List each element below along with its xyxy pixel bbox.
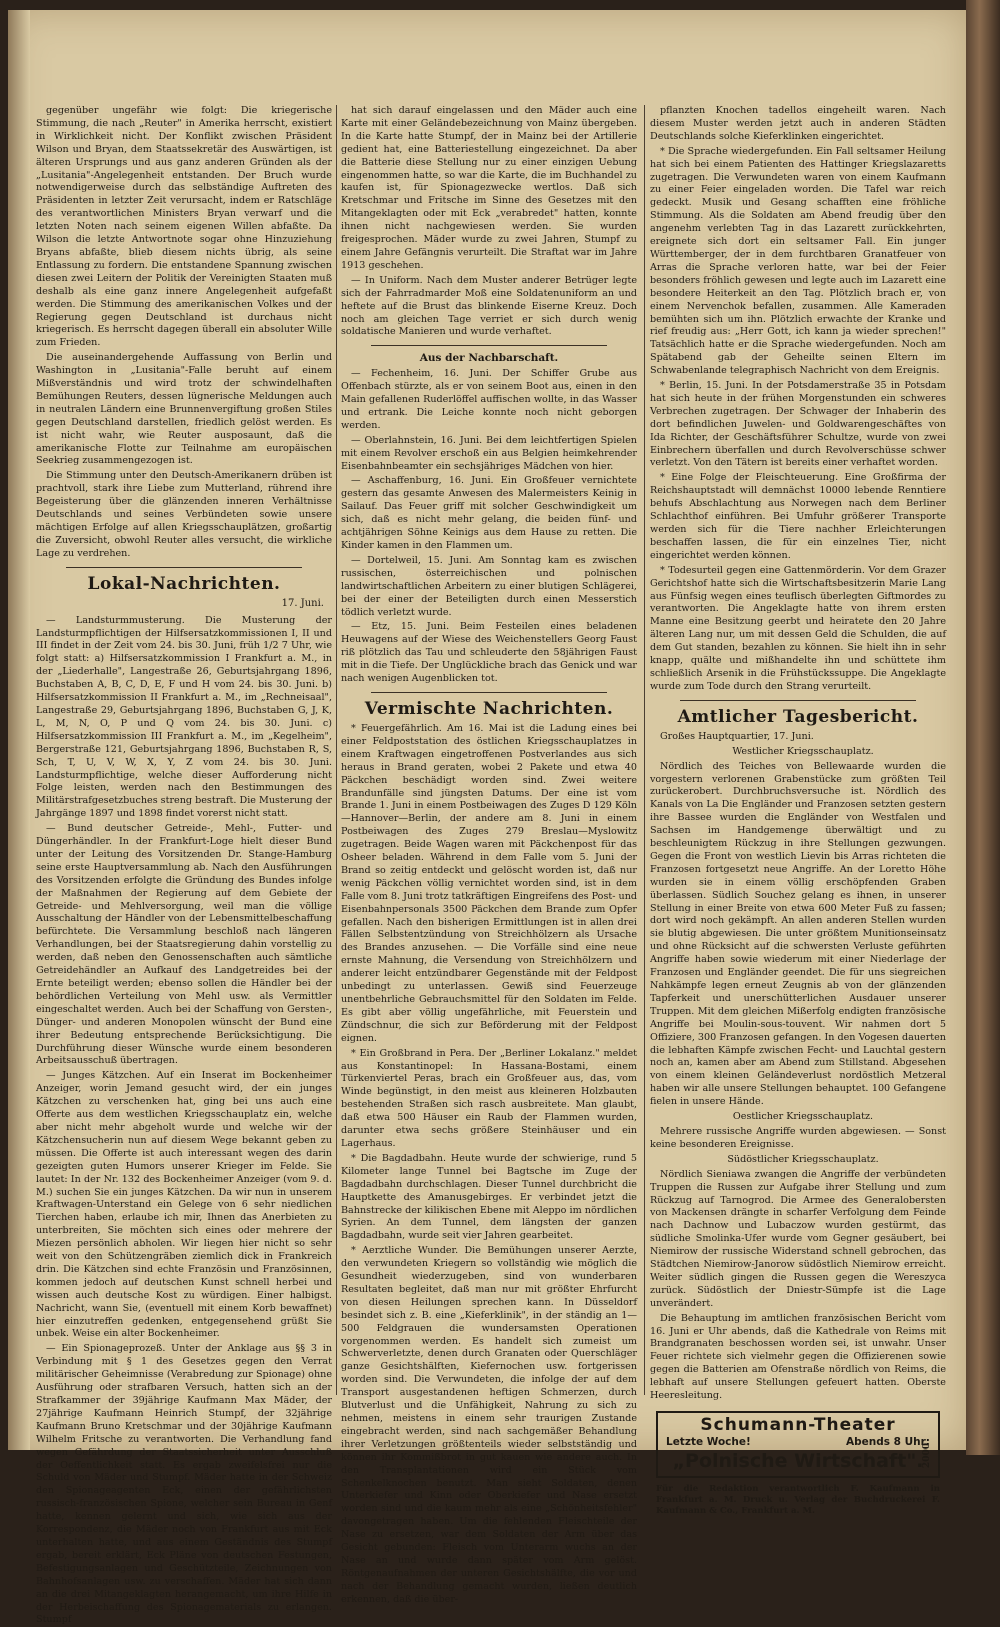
column-rule [336,105,337,1395]
news-item: * Berlin, 15. Juni. In der Potsdamerstraße 35 in Potsdam hat sich heute in der frühen Morgenstunden ein schweres Verbrechen zugetragen. Der Schwager der Inhaberin des dort befindlichen Juwelen- und Goldwarengeschäftes von Ida Richter, der Geschäftsführer Schultze, wurde von zwei Einbrechern überfallen und durch Revolverschüsse schwer verletzt. Von den Tätern ist bereits einer verhaftet worden. [650,380,946,469]
ad-right-text: Abends 8 Uhr: [846,1435,930,1448]
news-item: — Ein Spionageprozeß. Unter der Anklage aus §§ 3 in Verbindung mit § 1 des Gesetzes gegen den Verrat militärischer Geheimnisse (Verabredung zur Spionage) ohne Ausführung oder strafbaren Versuch, hatten sich an der Strafkammer der 39jährige Kaufmann Max Mäder, der 27jährige Kaufmann Heinrich Stumpf, der 32jährige Kaufmann Bruno Kretschmar und der 30jährige Kaufmann Wilhelm Fritsche zu verantworten. Die Verhandlung fand wegen Gefährdung der Staatssicherheit unter Ausschluß der Oeffentlichkeit statt. Es ergab zweifelsfrei nur die Schuld von Mäder und Stumpf. Mäder hatte in der Schweiz den Spionageagenten Eck, einen der gefährlichsten russisch-französischen Spione, welcher sein Bureau in Genf hatte, kennen gelernt und sich, wie sich aus der Korrespondenz, die Mäder noch von Frankfurt aus mit Eck unterhalten hatte, und aus einem Geständnis des Stumpf ergab, bereit erklärt, Eck Pläne von deutschen Festungen, Befestigungsanlagen und Geschützteile, Zeichnungen von Bahnhofsanlagen usw. zu verschaffen. Mäder hat sich dann an die drei Mitangeklagten herangemacht, um ihre Hilfe in der Herbeischaffung des Spionagematerials zu erlangen. Stumpf [36,1343,332,1626]
column-right [650,105,946,1516]
news-item: — Bund deutscher Getreide-, Mehl-, Futter- und Düngerhändler. In der Frankfurt-Loge hielt dieser Bund unter der Leitung des Vorsitzenden Dr. Stange-Hamburg seine erste Hauptversammlung ab. Nach den Ausführungen des Vorsitzenden erfolgte die Gründung des Bundes infolge der Maßnahmen der Regierung auf dem Gebiete der Getreide- und Mehlversorgung, weil man die völlige Ausschaltung der Händler von der Lebensmittelbeschaffung befürchtete. Die Versammlung beschloß nach längeren Verhandlungen, bei der Staatsregierung dahin vorstellig zu werden, daß neben den Genossenschaften auch sämtliche Getreidehändler an Aufkauf des Landgetreides bei der Ernte beteiligt werden; ebenso sollen die Händler bei der behördlichen Verteilung von Mehl usw. als Vermittler eingeschaltet werden. Auch bei der Schaffung von Gersten-, Dünger- und anderen Monopolen wünscht der Bund eine ihrer Bedeutung entsprechende Berücksichtigung. Die Durchführung dieser Wünsche wurde einem besonderen Arbeitsausschuß übertragen. [36,823,332,1067]
ad-number: 2000 [922,1442,933,1468]
ad-title: Schumann-Theater [700,1415,896,1435]
news-item: — Fechenheim, 16. Juni. Der Schiffer Grube aus Offenbach stürzte, als er von seinem Boot aus, einen in den Main gefallenen Ruderlöffel auffischen wollte, in das Wasser und ertrank. Die Leiche konnte noch nicht geborgen werden. [341,368,637,431]
news-item: * Die Bagdadbahn. Heute wurde der schwierige, rund 5 Kilometer lange Tunnel bei Bagtsche im Zuge der Bagdadbahn durchschlagen. Dieser Tunnel durchbricht die Hauptkette des Amanusgebirges. Er verbindet jetzt die Bahnstrecke der kilikischen Ebene mit Aleppo im nördlichen Syrien. An dem Tunnel, dem längsten der ganzen Bagdadbahn, wurde seit vier Jahren gearbeitet. [341,1152,637,1242]
divider [371,692,607,693]
section-date: 17. Juni. [281,597,324,609]
section-heading-tagesbericht: Amtlicher Tagesbericht. [677,706,919,727]
news-item: * Die Sprache wiedergefunden. Ein Fall seltsamer Heilung hat sich bei einem Patienten des Hattinger Kriegslazaretts zugetragen. Die Verwundeten waren von einem Kaufmann zu einer Feier eingeladen worden. Die Tafel war reich gedeckt. Musik und Gesang schafften eine fröhliche Stimmung. Als die Soldaten am Abend freudig über den angenehm verlebten Tag in das Lazarett zurückkehrten, ereignete sich dort ein seltsamer Fall. Ein junger Württemberger, der in dem furchtbaren Granatfeuer von Arras die Sprache verloren hatte, war bei der Feier besonders fröhlich gewesen und legte auch im Lazarett eine besondere Heiterkeit an den Tag. Plötzlich brach er, von einem Nervenchok befallen, zusammen. Alle Kameraden bemühten sich um ihn. Plötzlich erwachte der Kranke und rief freudig aus: „Herr Gott, ich kann ja wieder sprechen!" Tatsächlich hatte er die Sprache wiedergefunden. Noch am Spätabend gab der Geheilte seinen Eltern im Schwabenlande telegraphisch Nachricht von dem Ereignis. [650,145,946,377]
report-text: Nördlich Sieniawa zwangen die Angriffe der verbündeten Truppen die Russen zur Aufgabe ihrer Stellung und zum Rückzug auf Tarnogrod. Die Armee des Generalobersten von Mackensen drängte in scharfer Verfolgung dem Feinde nach Dachnow und Lubaczow wurden gestürmt, das südliche Smolinka-Ufer wurde vom Gegner gesäubert, bei Niemirow der russische Widerstand schnell gebrochen, das Städtchen Niemirow-Janorow südöstlich Niemirow erreicht. Weiter südlich gingen die Russen gegen die Wereszyca zurück. Südöstlich der Dniestr-Sümpfe ist die Lage unverändert. [650,1168,946,1309]
section-heading-vermischte: Vermischte Nachrichten. [364,698,614,719]
column-middle [341,105,638,1605]
news-item: — Aschaffenburg, 16. Juni. Ein Großfeuer vernichtete gestern das gesamte Anwesen des Malermeisters Keinig in Sailauf. Das Feuer griff mit solcher Geschwindigkeit um sich, daß es nicht mehr gelang, die beiden fünf- und achtjährigen Söhne Keinigs aus dem Hause zu retten. Die Kinder kamen in den Flammen um. [341,475,637,551]
news-item: — Oberlahnstein, 16. Juni. Bei dem leichtfertigen Spielen mit einem Revolver erschoß ein aus Belgien heimkehrender Eisenbahnbeamter ein sechsjähriges Mädchen von hier. [341,434,637,472]
column-rule [644,105,645,1395]
news-item: * Aerztliche Wunder. Die Bemühungen unserer Aerzte, den verwundeten Kriegern so vollständig wie möglich die Gesundheit wiederzugeben, sind von wunderbaren Resultaten begleitet, daß man nur mit größter Ehrfurcht von diesen Heilungen sprechen kann. In Düsseldorf besindet sich z. B. eine „Kieferklinik", in der ständig an 1—500 Feldgrauen die wundersamsten Operationen vorgenommen werden. Es handelt sich zumeist um Schwerverletzte, denen durch Granaten oder Querschläger ganze Gesichtshälften, Kiefernochen usw. fortgerissen worden sind. Die Verwundeten, die infolge der auf dem Transport ausgestandenen heftigen Schmerzen, durch Blutverlust und die Unfähigkeit, Nahrung zu sich zu nehmen, meistens in einem sehr traurigen Zustande eingebracht werden, sind nach sachgemäßer Behandlung ihrer Verletzungen größtenteils wieder selbstständig und können ihr Kommißbrot in gut kauen wie andere auch. In den Transplantationen wird ein Stück vom Schenkelknochen benutzt. Man sieht Soldaten, denen Unterkiefer und Kinn oder Oberkiefer und Nase ersetzt worden sind und die kaum mehr als eine „Schönheitsfehler" davongetragen haben. Um die fehlenden Fleischteile der Nase zu ersetzen, war dem Soldaten der Arm über das Gesicht gebunden: Fleisch vom Unterarm wuchs an der Nase an und wurde dann später vom Arm gelöst. Röntgenaufnahmen der unteren Gesichtshälfte, die vor und nach der Behandlung gemacht wurden, ließen deutlich erkennen, daß die über- [341,1245,637,1605]
article-paragraph: Die Stimmung unter den Deutsch-Amerikanern drüben ist prachtvoll, stark ihre Liebe zum Mutterland, rührend ihre Begeisterung über die glänzenden inneren Verhältnisse Deutschlands und seines Verbündeten sowie unsere mächtigen Erfolge auf allen Kriegsschauplätzen, großartig die Zuversicht, obwohl Reuter alles versucht, die wirkliche Lage zu verdrehen. [36,470,332,559]
divider [371,345,607,346]
report-text: Die Behauptung im amtlichen französischen Bericht vom 16. Juni er Uhr abends, daß die Kathedrale von Reims mit Brandgranaten beschossen worden sei, ist unwahr. Unser Feuer richtete sich vielmehr gegen die Offizierenen sowie gegen die Batterien am Ofenstraße nördlich von Reims, die lebhaft auf unsere Stellungen gefeuert hatten. Oberste Heeresleitung. [650,1312,946,1402]
report-front-southeast: Südöstlicher Kriegsschauplatz. [727,1153,879,1165]
report-text: Mehrere russische Angriffe wurden abgewiesen. — Sonst keine besonderen Ereignisse. [650,1125,946,1150]
article-intro: gegenüber ungefähr wie folgt: Die kriegerische Stimmung, die nach „Reuter" in Amerika herrscht, existiert in Wirklichkeit nicht. Der Konflikt zwischen Präsident Wilson und Bryan, dem Staatssekretär des Auswärtigen, ist älteren Ursprungs und aus ganz anderen Gründen als der „Lusitania"-Angelegenheit entstanden. Der Bruch wurde notwendigerweise durch das selbständige Auftreten des Präsidenten in letzter Zeit verursacht, indem er Ratschläge des verantwortlichen Ministers Bryan verwarf und die letzten Noten nach seinem eigenen Willen abfaßte. Da Wilson die letzte Antwortnote sogar ohne Hinzuziehung Bryans abfaßte, blieb diesem nichts übrig, als seine Entlassung zu fordern. Die entstandene Spannung zwischen diesen zwei Leitern der Politik der Vereinigten Staaten muß deshalb als eine ganz innere Angelegenheit aufgefaßt werden. Die Stimmung des amerikanischen Volkes und der Regierung gegen Deutschland ist durchaus nicht kriegerisch. Es herrscht dagegen überall ein absoluter Wille zum Frieden. [36,105,332,349]
report-text: Nördlich des Teiches von Bellewaarde wurden die vorgestern verlorenen Grabenstücke zum größten Teil zurückerobert. Durchbruchsversuche ist. Nördlich des Kanals von La Die Engländer und Franzosen setzten gestern ihre Bassee wurden die Engländer von Westfalen und Sachsen im Handgemenge überwältigt und zu beschleunigtem Rückzug in ihre Stellungen gezwungen. Gegen die Front von westlich Lievin bis Arras richteten die Franzosen fortgesetzt neue Angriffe. An der Loretto Höhe wurden sie in einem völlig erschöpfenden Graben überlassen. Südlich Souchez gelang es ihnen, in unserer Stellung in einer Breite von etwa 600 Meter Fuß zu fassen; dort wird noch gekämpft. An allen anderen Stellen wurden sie blutig abgewiesen. Die unter größtem Munitionseinsatz und ohne Rücksicht auf die schwersten Verluste geführten Angriffe haben sowie wiederum mit einer Niederlage der Franzosen und Engländer geendet. Die für uns siegreichen Nahkämpfe legen erneut Zeugnis ab von der glänzenden Tapferkeit und unerschütterlichen Ausdauer unserer Truppen. Mit dem gleichen Mißerfolg endigten französische Angriffe bei Moulin-sous-touvent. Wir nahmen dort 5 Offiziere, 300 Franzosen gefangen. In den Vogesen dauerten die lebhaften Kämpfe zwischen Fecht- und Lauchtal gestern noch an, kamen aber am Abend zum Stillstand. Abgesehen von einem kleinen Geländeverlust nordöstlich Metzeral haben wir alle unsere Stellungen behauptet. 100 Gefangene fielen in unsere Hände. [650,760,946,1108]
news-item: — Dortelweil, 15. Juni. Am Sonntag kam es zwischen russischen, österreichischen und polnischen landwirtschaftlichen Arbeitern zu einer blutigen Schlägerei, bei der einer der Beteiligten durch einen Messerstich tödlich verletzt wurde. [341,554,637,618]
news-item: * Ein Großbrand in Pera. Der „Berliner Lokalanz." meldet aus Konstantinopel: In Hassana-Bostami, einem Türkenviertel Peras, brach ein Großfeuer aus, das, vom Winde begünstigt, in den meist aus kleineren Holzbauten bestehenden Straßen sich rasch ausbreitete. Man glaubt, daß etwa 500 Häuser ein Raub der Flammen wurden, darunter etwa sechs größere Steinhäuser und ein Lagerhaus. [341,1047,637,1149]
news-item: pflanzten Knochen tadellos eingeheilt waren. Nach diesem Muster werden jetzt auch in anderen Städten Deutschlands solche Kieferklinken eingerichtet. [650,105,946,142]
column-left [36,105,332,1626]
newspaper-page [8,10,968,1626]
divider [66,567,302,568]
news-item: * Todesurteil gegen eine Gattenmörderin. Vor dem Grazer Gerichtshof hatte sich die Wirtschaftsbesitzerin Marie Lang aus Fünfsig wegen eines teuflisch überlegten Giftmordes zu verantworten. Die Angeklagte hatte von ihrem ersten Manne eine Besitzung geerbt und heiratete den 20 Jahre älteren Lang nur, um mit dessen Geld die Schulden, die auf dem Gut standen, bezahlen zu können. Sie hielt ihn in sehr knapp, quälte und mißhandelte ihn und schüttete ihm schließlich Arsenik in die Frühstückssuppe. Die Angeklagte wurde zum Tode durch den Strang verurteilt. [650,564,946,692]
subheading-nachbarschaft: Aus der Nachbarschaft. [419,352,559,365]
ad-play-title: „Polnische Wirtschaft". [672,1449,924,1472]
imprint: Für die Redaktion verantwortlich F. Kaufmann in Frankfurt a. M. Druck u. Verlag der Buchdruckerei F. Kaufmann & Co., Frankfurt a. M. [656,1483,940,1516]
report-front-east: Oestlicher Kriegsschauplatz. [732,1111,874,1123]
news-item: — Junges Kätzchen. Auf ein Inserat im Bockenheimer Anzeiger, worin Jemand gesucht wird, der ein junges Kätzchen zu verschenken hat, ging bei uns auch eine Offerte aus dem westlichen Kriegsschauplatz ein, welche aber nicht mehr abgeholt wurde und welche wir der Kätzchensucherin nun auf diesem Wege bekannt geben zu müssen. Die Offerte ist auch interessant wegen des darin gezeigten guten Humors unserer Krieger im Felde. Sie lautet: In der Nr. 132 des Bockenheimer Anzeiger (vom 9. d. M.) suchen Sie ein junges Kätzchen. Da wir nun in unserem Kraftwagen-Unterstand ein Gelege von 6 sehr niedlichen Tierchen haben, erlaube ich mir, Ihnen das Anerbieten zu unterbreiten, Sie möchten sich eines oder mehrere der Miezen persönlich abholen. Wir liegen hier nicht so sehr weit von den Schützengräben ziemlich dick in Frankreich drin. Die Kätzchen sind echte Französin und Französinnen, kommen jedoch auf deutschen Kunst schnell herbei und wissen auch deutsche Kost zu würdigen. Einer halbigst. Nachricht, wann Sie, (eventuell mit einem Korb bewaffnet) hier einzutreffen gedenken, entgegensehend grüßt Sie unbek. Weise ein alter Bockenheimer. [36,1070,332,1340]
page-gutter [8,10,30,1450]
book-spine [966,0,1000,1455]
ad-left-text: Letzte Woche! [666,1435,751,1448]
news-item: — In Uniform. Nach dem Muster anderer Betrüger legte sich der Fahrradmarder Moß eine Soldatenuniform an und heftete auf die Brust das blinkende Eiserne Kreuz. Doch noch am gleichen Tage verriet er sich durch wenig soldatische Manieren und wurde verhaftet. [341,274,637,338]
section-heading-lokal: Lokal-Nachrichten. [87,573,281,594]
ad-info-row [666,1436,930,1449]
news-item: * Feuergefährlich. Am 16. Mai ist die Ladung eines bei einer Feldpoststation des östlichen Kriegsschauplatzes in einem Kraftwagen eingetroffenen Postverlandes aus sich heraus in Brand geraten, wobei 2 Pakete und etwa 40 Päckchen beschädigt worden sind. Zwei weitere Brandunfälle sind jüngsten Datums. Der eine ist vom Brande 1. Juni in einem Postbeiwagen des Zuges D 129 Köln—Hannover—Berlin, der andere am 8. Juni in einem Postbeiwagen des Zuges 279 Breslau—Myslowitz zugetragen. Beide Wagen waren mit Päckchenpost für das Osheer beladen. Während in dem Falle vom 5. Juni der Brand so zeitig entdeckt und gelöscht worden ist, daß nur wenig Päckchen völlig vernichtet worden sind, ist in dem Falle vom 8. Juni trotz tatkräftigen Eingreifens des Post- und Eisenbahnpersonals 3500 Päckchen dem Brande zum Opfer gefallen. Nach den bisherigen Ermittlungen ist in allen drei Fällen Selbstentzündung von Streichhölzern als Ursache des Brandes anzusehen. — Die Vorfälle sind eine neue ernste Mahnung, die Versendung von Streichhölzern und anderer leicht entzündbarer Gegenstände mit der Feldpost unbedingt zu unterlassen. Gewiß sind Feuerzeuge unentbehrliche Gebrauchsmittel für den Soldaten im Felde. Es gibt aber völlig ungefährliche, mit Feuerstein und Zündschnur, die sich zur Beförderung mit der Feldpost eignen. [341,722,638,1044]
news-item: — Landsturmmusterung. Die Musterung der Landsturmpflichtigen der Hilfsersatzkommissionen I, II und III findet in der Zeit vom 24. bis 30. Juni, früh 1/2 7 Uhr, wie folgt statt: a) Hilfsersatzkommission I Frankfurt a. M., in der „Liederhalle", Langestraße 26, Geburtsjahrgang 1896, Buchstaben A, B, C, D, E, F und H vom 24. bis 30. Juni. b) Hilfsersatzkommission II Frankfurt a. M., im „Rechneisaal", Langestraße 29, Geburtsjahrgang 1896, Buchstaben G, J, K, L, M, N, O, P und Q vom 24. bis 30. Juni. c) Hilfsersatzkommission III Frankfurt a. M., im „Kegelheim", Bergerstraße 121, Geburtsjahrgang 1896, Buchstaben R, S, Sch, T, U, V, W, X, Y, Z vom 24. bis 30. Juni. Landsturmpflichtige, welche dieser Aufforderung nicht Folge leisten, werden nach den Bestimmungen des Militärstrafgesetzbuches streng bestraft. Die Musterung der Jahrgänge 1897 und 1898 findet vorerst nicht statt. [36,614,332,820]
report-front-west: Westlicher Kriegsschauplatz. [732,745,874,757]
article-paragraph: Die auseinandergehende Auffassung von Berlin und Washington in „Lusitania"-Falle beruht auf einem Mißverständnis und wird trotz der schwindelhaften Bemühungen Reuters, dessen lügnerische Meldungen auch in neutralen Ländern eine Brunnenvergiftung großen Stiles gegen Deutschland darstellen, friedlich gelöst werden. Es ist nicht wahr, wie Reuter ausposaunt, daß die amerikanische Flotte zur Teilnahme am europäischen Seekrieg zusammengezogen ist. [36,352,332,467]
news-item: * Eine Folge der Fleischteuerung. Eine Großfirma der Reichshauptstadt will demnächst 10000 lebende Renntiere behufs Abschlachtung aus Norwegen nach dem Berliner Schlachthof einführen. Bei Umfuhr größerer Transporte werden sich für die Tiere nachher Erleichterungen beschaffen lassen, die für ein einzelnes Tier, nicht eingerichtet werden können. [650,472,946,561]
report-dateline: Großes Hauptquartier, 17. Juni. [660,730,814,742]
divider [680,700,916,701]
news-item: hat sich darauf eingelassen und den Mäder auch eine Karte mit einer Geländebezeichnung von Mainz übergeben. In die Karte hatte Stumpf, der in Mainz bei der Artillerie gedient hat, eine Batteriestellung eingezeichnet. Da aber die Batterie diese Stellung nur zu einer einzigen Uebung eingenommen hatte, so war die Karte, die im Buchhandel zu kaufen ist, für Spionagezwecke wertlos. Daß sich Kretschmar und Fritsche im Sinne des Gesetzes mit den Mitangeklagten oder mit Eck „verabredet" hatten, konnte ihnen nicht nachgewiesen werden. Sie wurden freigesprochen. Mäder wurde zu zwei Jahren, Stumpf zu einem Jahre Gefängnis verurteilt. Die Straftat war im Jahre 1913 geschehen. [341,105,637,271]
theater-advertisement [656,1411,940,1478]
news-item: — Etz, 15. Juni. Beim Festeilen eines beladenen Heuwagens auf der Wiese des Weichenstellers Georg Faust riß plötzlich das Tau und schleuderte den 58jährigen Faust mit in die Tiefe. Der Unglückliche brach das Genick und war nach wenigen Augenblicken tot. [341,621,637,685]
